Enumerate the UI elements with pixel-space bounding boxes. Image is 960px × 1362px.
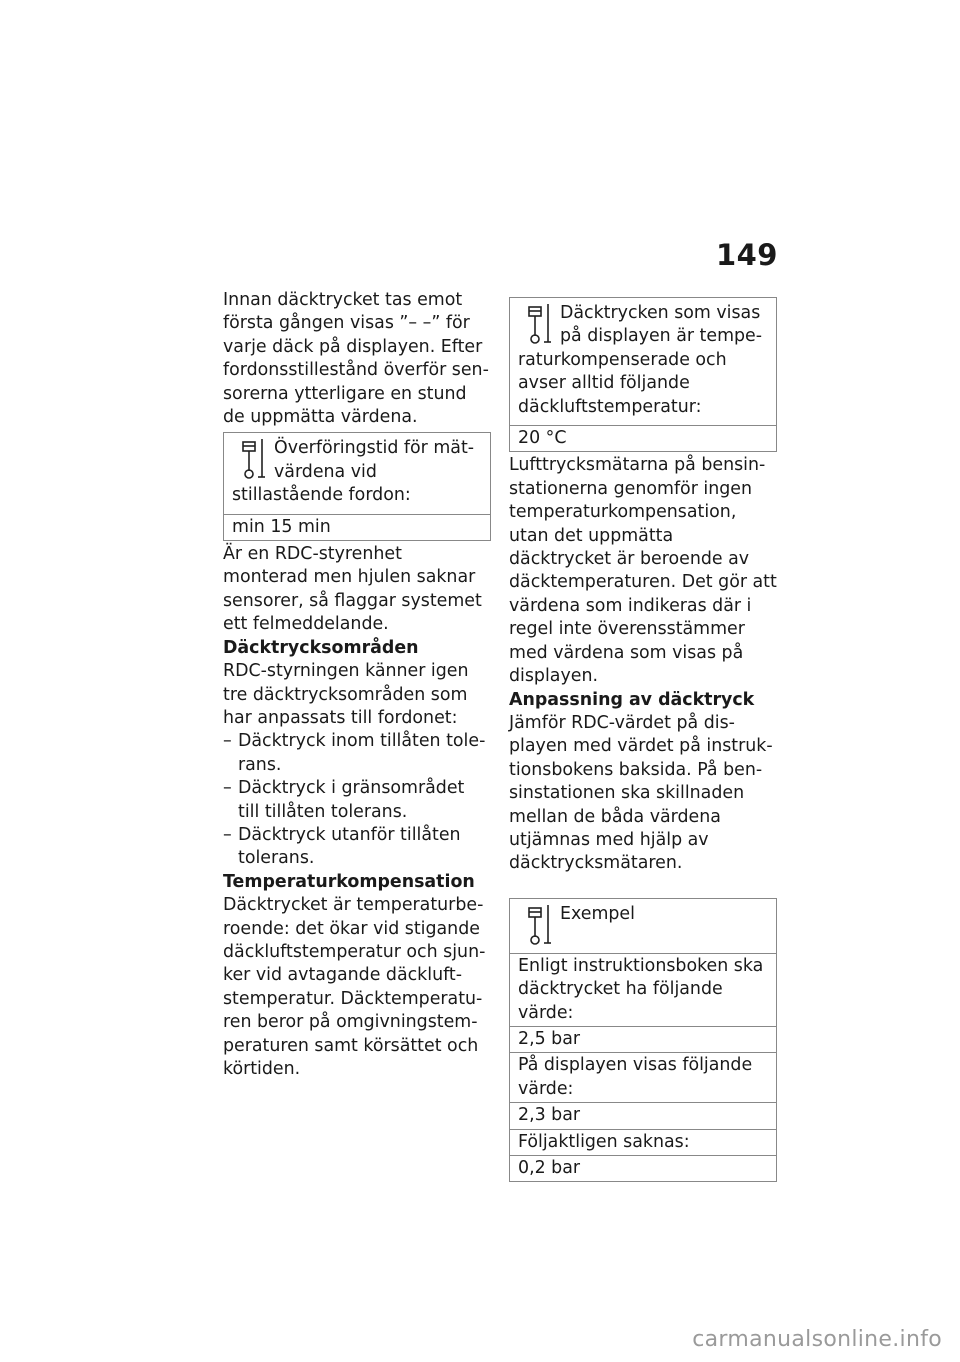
list-item: – Däcktryck i gränsområdet till tillåten tolerans.: [223, 778, 465, 822]
dash-marker: –: [223, 824, 232, 845]
list-item: – Däcktryck utanför tillåten tolerans.: [223, 824, 461, 869]
intro-paragraph: Innan däcktrycket tas emot första gången visas ”– –” för varje däck på displayen. Efter fordonsstillestånd överför sensorerna ytterligare en stund de uppmätta värdena.: [223, 290, 489, 428]
compensated-pressure-text: Däcktrycken som visas på displayen är temperaturkompenserade och avser alltid följande däckluftstemperatur:: [518, 303, 763, 417]
pressure-ranges-list: [223, 730, 491, 870]
transfer-time-value: min 15 min: [224, 514, 490, 540]
example-box: [509, 898, 777, 1183]
gas-station-paragraph: Lufttrycksmätarna på bensinstationerna genomför ingen temperaturkompensation, utan det uppmätta däcktrycket är beroende av däcktemperaturen. Det gör att värdena som indikeras där i regel inte överensstämmer med värdena som visas på displayen.: [509, 455, 777, 687]
watermark: carmanualsonline.info: [692, 1327, 942, 1352]
example-row: 2,3 bar: [510, 1102, 776, 1128]
dash-marker: –: [223, 778, 232, 799]
section-heading-temperature-compensation: Temperaturkompensation: [223, 871, 475, 892]
list-item: – Däcktryck inom tillåten tolerans.: [223, 731, 486, 775]
pressure-ranges-paragraph: RDC-styrningen känner igen tre däcktrycksområden som har anpassats till fordonet:: [223, 661, 469, 728]
example-heading: Exempel: [560, 903, 635, 924]
right-column: [509, 297, 777, 1184]
example-row: Följaktligen saknas:: [510, 1129, 776, 1155]
page-number: 149: [715, 238, 778, 272]
section-heading-adjust-pressure: Anpassning av däcktryck: [509, 689, 755, 710]
example-row: 2,5 bar: [510, 1026, 776, 1052]
rdc-paragraph: Är en RDC-styrenhet monterad men hjulen saknar sensorer, så flaggar systemet ett felmeddelande.: [223, 544, 482, 635]
left-column: [223, 289, 491, 1081]
compensated-pressure-box: [509, 297, 777, 452]
temperature-paragraph: Däcktrycket är temperaturberoende: det ökar vid stigande däckluftstemperatur och sjunker vid avtagande däckluftstemperatur. Däcktemperaturen beror på omgivningstemperaturen samt körsättet och körtiden.: [223, 895, 486, 1079]
section-heading-pressure-ranges: Däcktrycksområden: [223, 637, 419, 658]
engine-piston-icon: [522, 302, 552, 346]
transfer-time-text: Överföringstid för mätvärdena vid stillastående fordon:: [232, 438, 475, 506]
example-row: Enligt instruktionsboken ska däcktrycket ha följande värde:: [510, 953, 776, 1026]
dash-marker: –: [223, 731, 232, 752]
adjust-pressure-paragraph: Jämför RDC-värdet på displayen med värdet på instruktionsbokens baksida. På bensinstationen ska skillnaden mellan de båda värdena utjämnas med hjälp av däcktrycksmätaren.: [509, 712, 773, 874]
reference-temperature-value: 20 °C: [510, 425, 776, 451]
engine-piston-icon: [236, 437, 266, 481]
transfer-time-box: [223, 432, 491, 541]
example-row: 0,2 bar: [510, 1155, 776, 1181]
example-row: På displayen visas följande värde:: [510, 1052, 776, 1102]
engine-piston-icon: [522, 903, 552, 947]
